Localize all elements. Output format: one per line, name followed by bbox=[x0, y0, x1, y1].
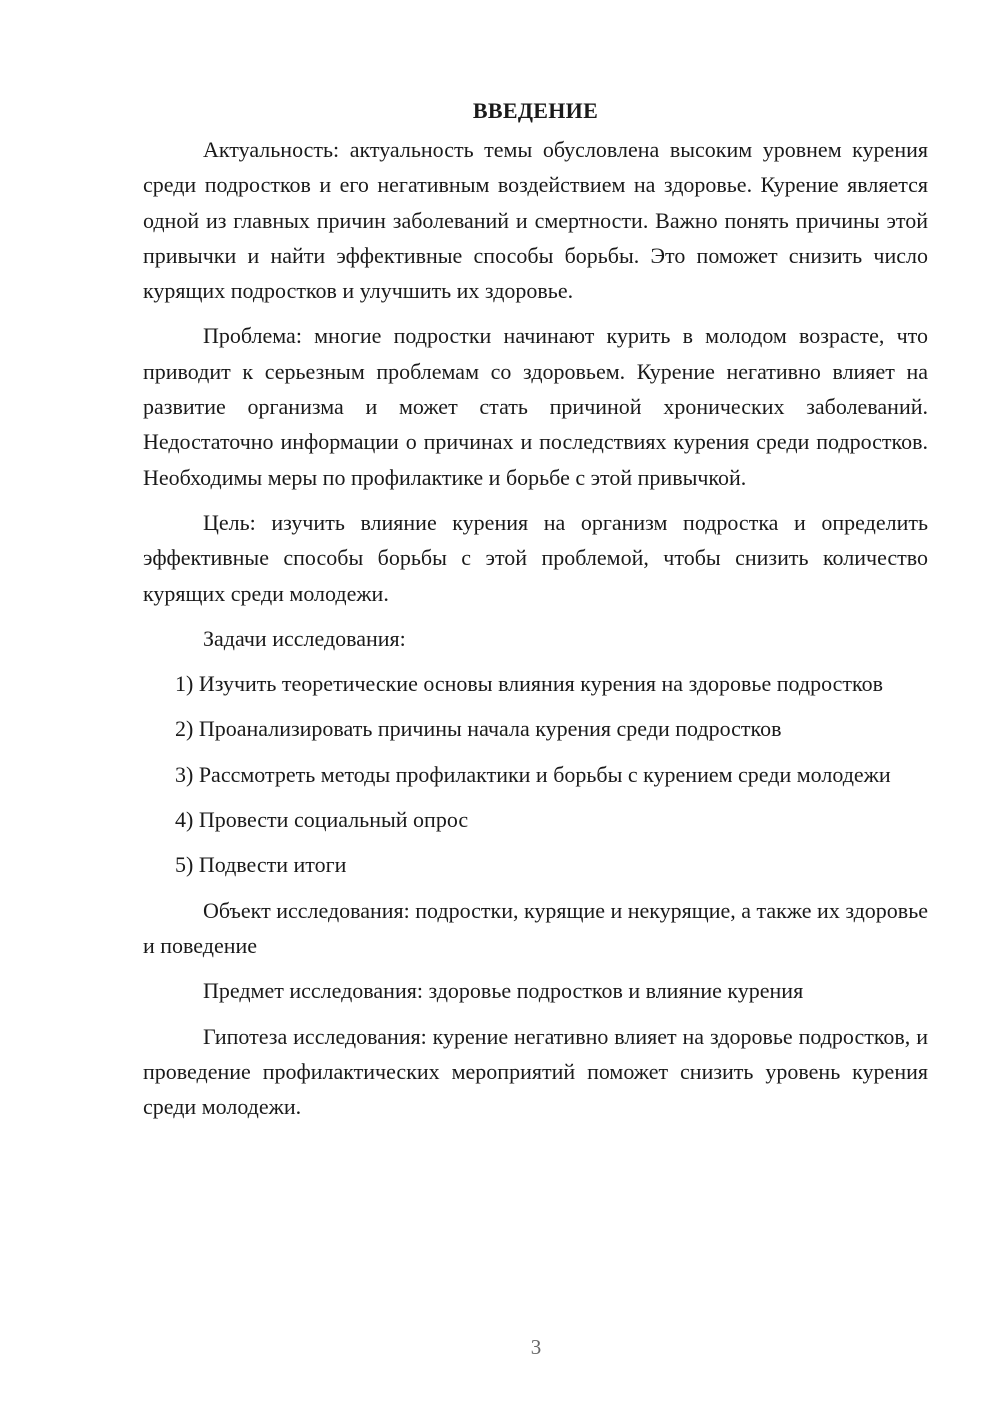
paragraph-relevance: Актуальность: актуальность темы обусловлена высоким уровнем курения среди подростков и его негативным воздействием на здоровье. Курение является одной из главных причин заболеваний и смертности. Важно понять причины этой привычки и найти эффективные способы борьбы. Это поможет снизить число курящих подростков и улучшить их здоровье. bbox=[143, 137, 928, 304]
paragraph-object: Объект исследования: подростки, курящие и некурящие, а также их здоровье и поведение bbox=[143, 897, 928, 958]
paragraph-subject: Предмет исследования: здоровье подростков и влияние курения bbox=[203, 978, 804, 1004]
paragraph-goal: Цель: изучить влияние курения на организм подростка и определить эффективные способы борьбы с этой проблемой, чтобы снизить количество курящих среди молодежи. bbox=[143, 509, 928, 606]
task-item: 5) Подвести итоги bbox=[175, 852, 347, 878]
task-item: 1) Изучить теоретические основы влияния курения на здоровье подростков bbox=[175, 671, 883, 697]
paragraph-hypothesis: Гипотеза исследования: курение негативно влияет на здоровье подростков, и проведение профилактических мероприятий поможет снизить уровень курения среди молодежи. bbox=[143, 1023, 928, 1120]
task-item: 2) Проанализировать причины начала курения среди подростков bbox=[175, 716, 782, 742]
page-number: 3 bbox=[530, 1335, 542, 1359]
task-item: 4) Провести социальный опрос bbox=[175, 807, 469, 833]
tasks-heading: Задачи исследования: bbox=[203, 625, 406, 651]
paragraph-problem: Проблема: многие подростки начинают курить в молодом возрасте, что приводит к серьезным проблемам со здоровьем. Курение негативно влияет на развитие организма и может стать причиной хронических заболеваний. Недостаточно информации о причинах и последствиях курения среди подростков. Необходимы меры по профилактике и борьбе с этой привычкой. bbox=[143, 323, 928, 490]
section-heading: ВВЕДЕНИЕ bbox=[472, 98, 599, 123]
document-page bbox=[143, 96, 928, 1134]
task-item: 3) Рассмотреть методы профилактики и борьбы с курением среди молодежи bbox=[175, 761, 891, 787]
